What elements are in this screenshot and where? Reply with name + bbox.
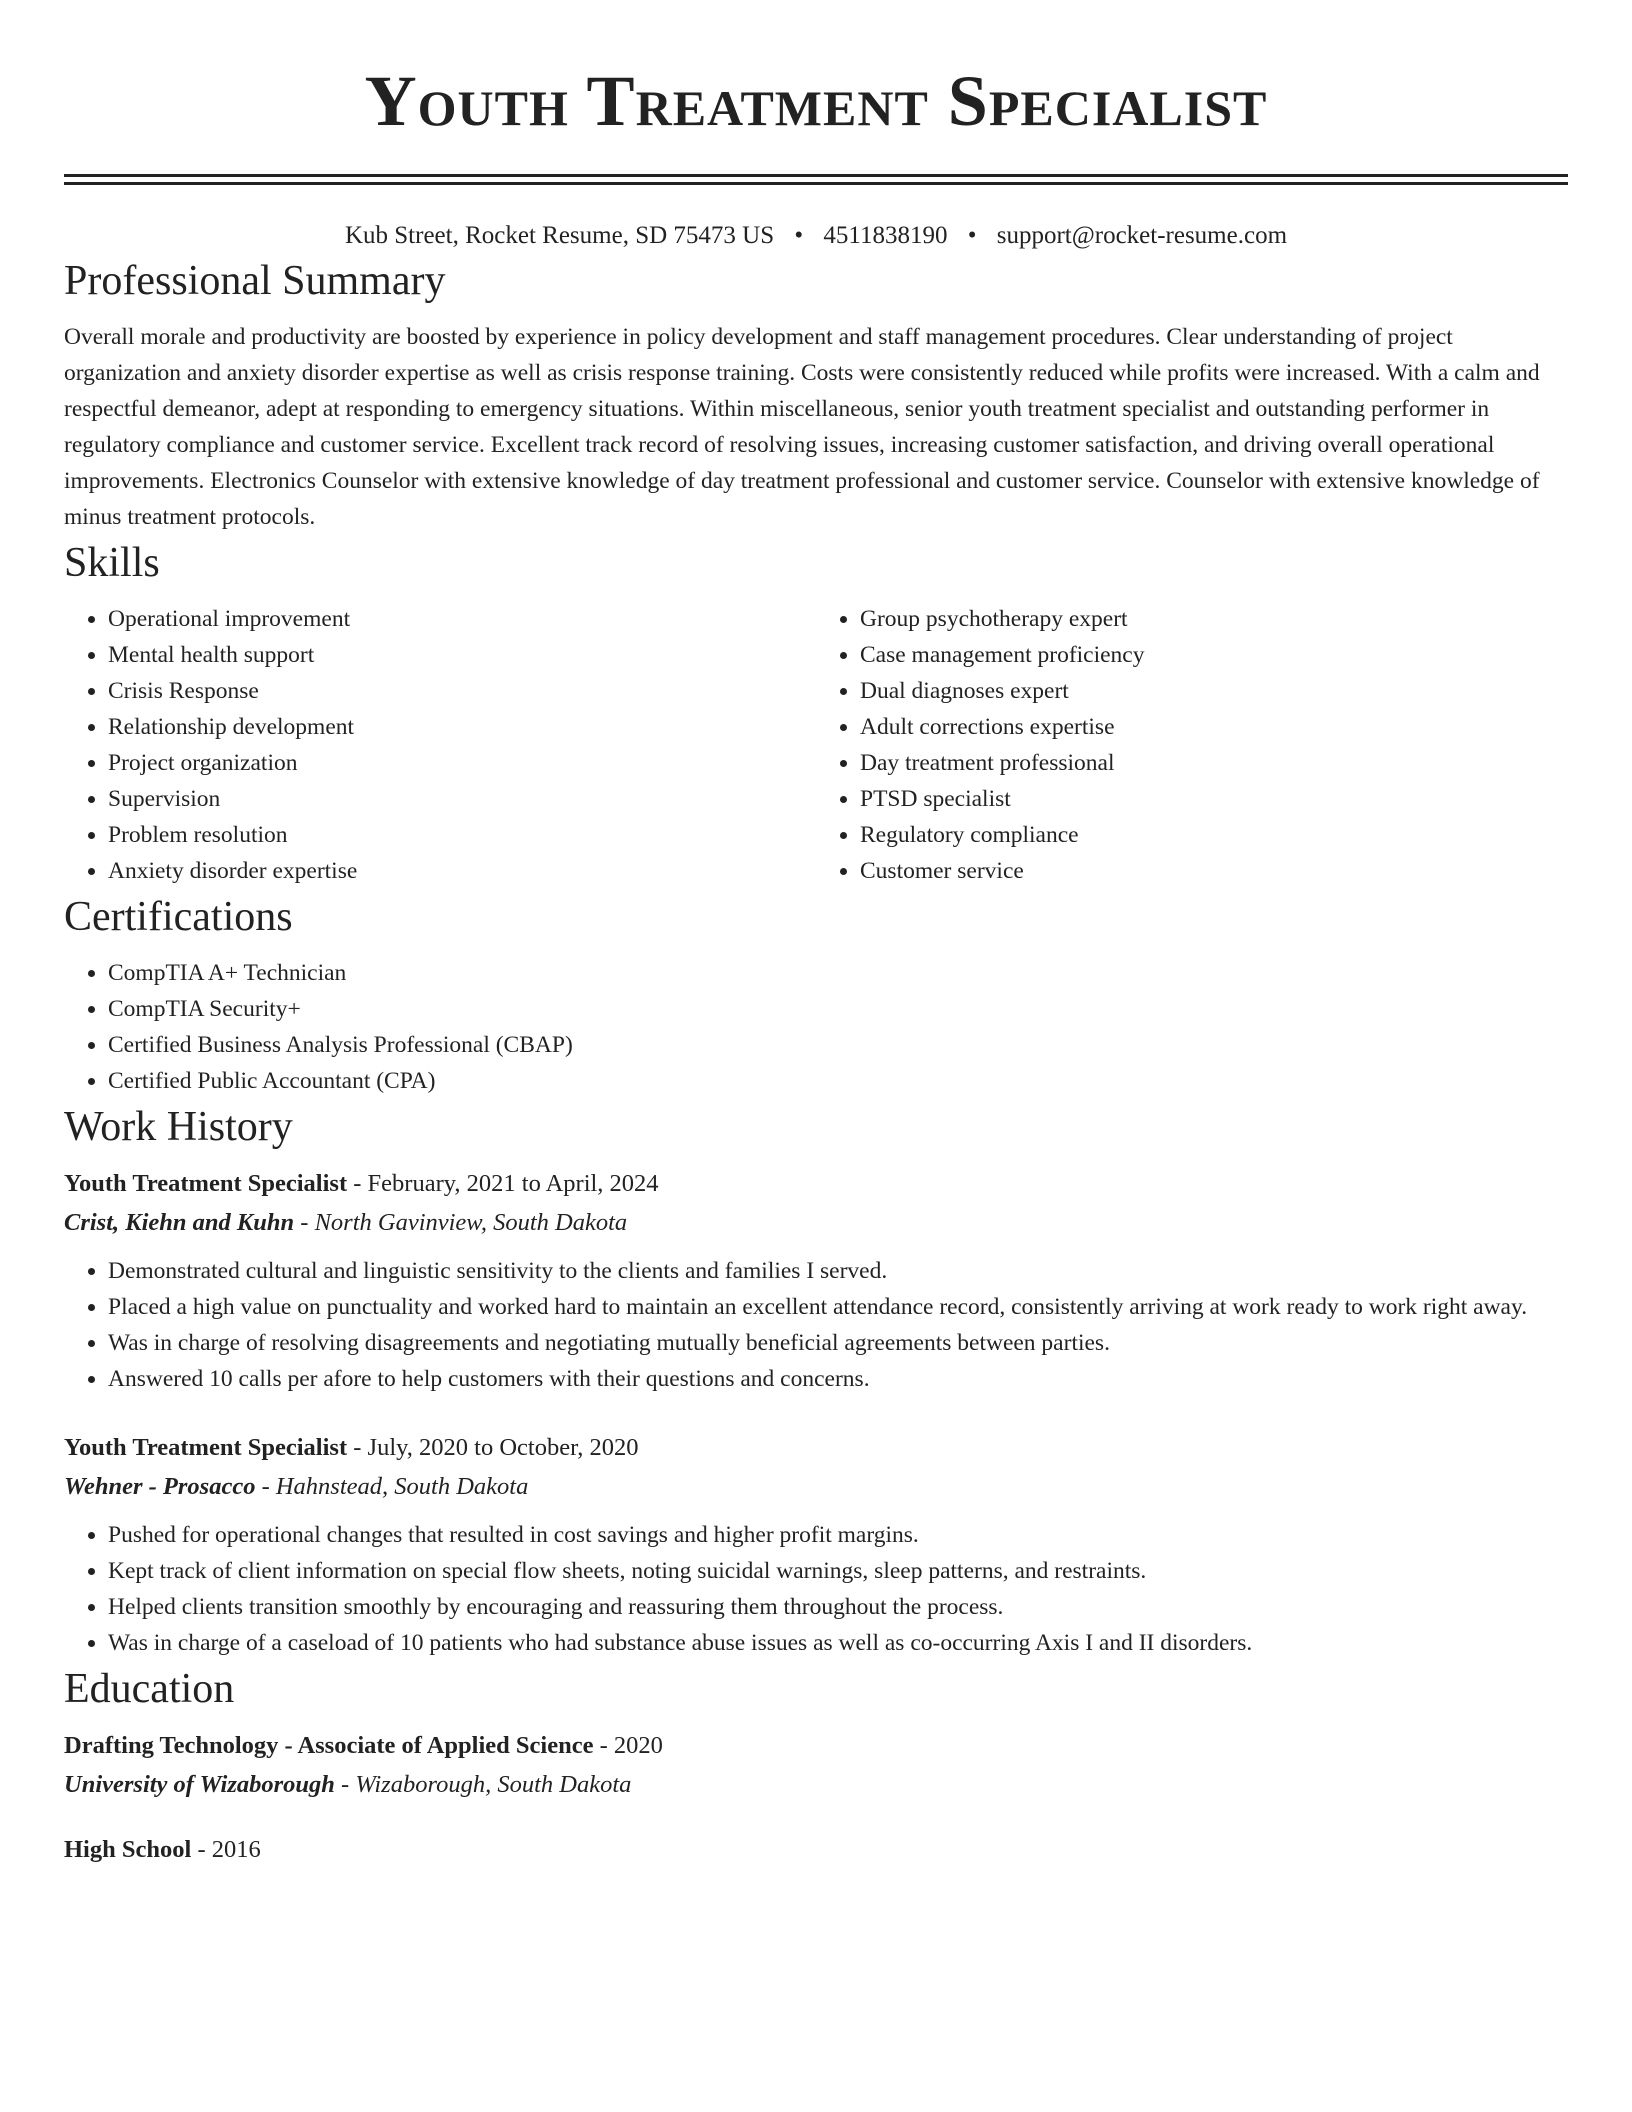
education-entry: [64, 1831, 1568, 1869]
job-company: Wehner - Prosacco: [64, 1473, 256, 1500]
education-heading: Education: [64, 1666, 235, 1712]
job-bullet: • Was in charge of a caseload of 10 patients who had substance abuse issues as well as co-occurring Axis I and II disorders.: [108, 1625, 1568, 1661]
job-company-line: [64, 1467, 1568, 1507]
job-bullet: • Placed a high value on punctuality and worked hard to maintain an excellent attendance record, consistently arriving at work ready to work right away.: [108, 1289, 1568, 1325]
job-entry: [64, 1429, 1568, 1661]
skill-item: • Mental health support: [108, 637, 816, 673]
skill-item: • Adult corrections expertise: [860, 709, 1568, 745]
certification-item: • Certified Public Accountant (CPA): [108, 1063, 1568, 1099]
job-bullet: • Kept track of client information on special flow sheets, noting suicidal warnings, sleep patterns, and restraints.: [108, 1553, 1568, 1589]
job-title-line: [64, 1165, 1568, 1203]
summary-heading: Professional Summary: [64, 258, 446, 304]
skill-item: • Crisis Response: [108, 673, 816, 709]
job-title: Youth Treatment Specialist: [64, 1170, 348, 1197]
skills-columns: [64, 601, 1568, 889]
skill-item: • Case management proficiency: [860, 637, 1568, 673]
education-degree-line: [64, 1727, 1568, 1765]
education-school-line: [64, 1765, 1568, 1805]
work-history-heading: Work History: [64, 1104, 293, 1150]
job-bullet: • Demonstrated cultural and linguistic sensitivity to the clients and families I served.: [108, 1253, 1568, 1289]
job-title-line: [64, 1429, 1568, 1467]
job-dates: - February, 2021 to April, 2024: [347, 1170, 659, 1197]
job-bullets: [64, 1253, 1568, 1397]
job-bullet: • Pushed for operational changes that resulted in cost savings and higher profit margins.: [108, 1517, 1568, 1553]
education-year: - 2020: [593, 1732, 663, 1759]
job-company-line: [64, 1203, 1568, 1243]
job-bullets: [64, 1517, 1568, 1661]
contact-line: [64, 219, 1568, 253]
header-double-rule: [64, 174, 1568, 185]
contact-separator: •: [794, 222, 804, 249]
summary-text: Overall morale and productivity are boosted by experience in policy development and staff management procedures. Clear understanding of project organization and anxiety disorder expertise as well as crisis response training. Costs were consistently reduced while profits were increased. With a calm and respectful demeanor, adept at responding to emergency situations. Within miscellaneous, senior youth treatment specialist and outstanding performer in regulatory compliance and customer service. Excellent track record of resolving issues, increasing customer satisfaction, and driving overall operational improvements. Electronics Counselor with extensive knowledge of day treatment professional and customer service. Counselor with extensive knowledge of minus treatment protocols.: [64, 324, 1540, 530]
education-entry: [64, 1727, 1568, 1805]
contact-separator: •: [967, 222, 977, 249]
education-location: - Wizaborough, South Dakota: [334, 1771, 632, 1798]
skill-item: • PTSD specialist: [860, 781, 1568, 817]
job-location: - Hahnstead, South Dakota: [255, 1473, 529, 1500]
certifications-heading: Certifications: [64, 894, 293, 940]
job-bullet: • Answered 10 calls per afore to help customers with their questions and concerns.: [108, 1361, 1568, 1397]
job-bullet: • Was in charge of resolving disagreements and negotiating mutually beneficial agreements between parties.: [108, 1325, 1568, 1361]
job-location: - North Gavinview, South Dakota: [294, 1209, 628, 1236]
contact-email[interactable]: support@rocket-resume.com: [996, 222, 1288, 249]
education-school: University of Wizaborough: [64, 1771, 335, 1798]
certification-item: • Certified Business Analysis Professional (CBAP): [108, 1027, 1568, 1063]
education-degree-line: [64, 1831, 1568, 1869]
certification-item: • CompTIA A+ Technician: [108, 955, 1568, 991]
job-company: Crist, Kiehn and Kuhn: [64, 1209, 295, 1236]
education-degree: High School: [64, 1836, 192, 1863]
skill-item: • Regulatory compliance: [860, 817, 1568, 853]
contact-address: Kub Street, Rocket Resume, SD 75473 US: [344, 222, 775, 249]
skill-item: • Operational improvement: [108, 601, 816, 637]
skill-item: • Day treatment professional: [860, 745, 1568, 781]
skill-item: • Supervision: [108, 781, 816, 817]
contact-phone[interactable]: 4511838190: [823, 222, 948, 249]
education-year: - 2016: [191, 1836, 261, 1863]
skill-item: • Problem resolution: [108, 817, 816, 853]
resume-name: Youth Treatment Specialist: [364, 61, 1268, 141]
skill-item: • Relationship development: [108, 709, 816, 745]
certifications-list: [64, 955, 1568, 1099]
job-bullet: • Helped clients transition smoothly by encouraging and reassuring them throughout the process.: [108, 1589, 1568, 1625]
skill-item: • Project organization: [108, 745, 816, 781]
skill-item: • Dual diagnoses expert: [860, 673, 1568, 709]
job-entry: [64, 1165, 1568, 1397]
skills-list-left: [64, 601, 816, 889]
skill-item: • Customer service: [860, 853, 1568, 889]
skills-list-right: [816, 601, 1568, 889]
education-degree: Drafting Technology - Associate of Applied Science: [64, 1732, 594, 1759]
skill-item: • Anxiety disorder expertise: [108, 853, 816, 889]
skill-item: • Group psychotherapy expert: [860, 601, 1568, 637]
job-dates: - July, 2020 to October, 2020: [347, 1434, 639, 1461]
certification-item: • CompTIA Security+: [108, 991, 1568, 1027]
skills-heading: Skills: [64, 540, 160, 586]
job-title: Youth Treatment Specialist: [64, 1434, 348, 1461]
